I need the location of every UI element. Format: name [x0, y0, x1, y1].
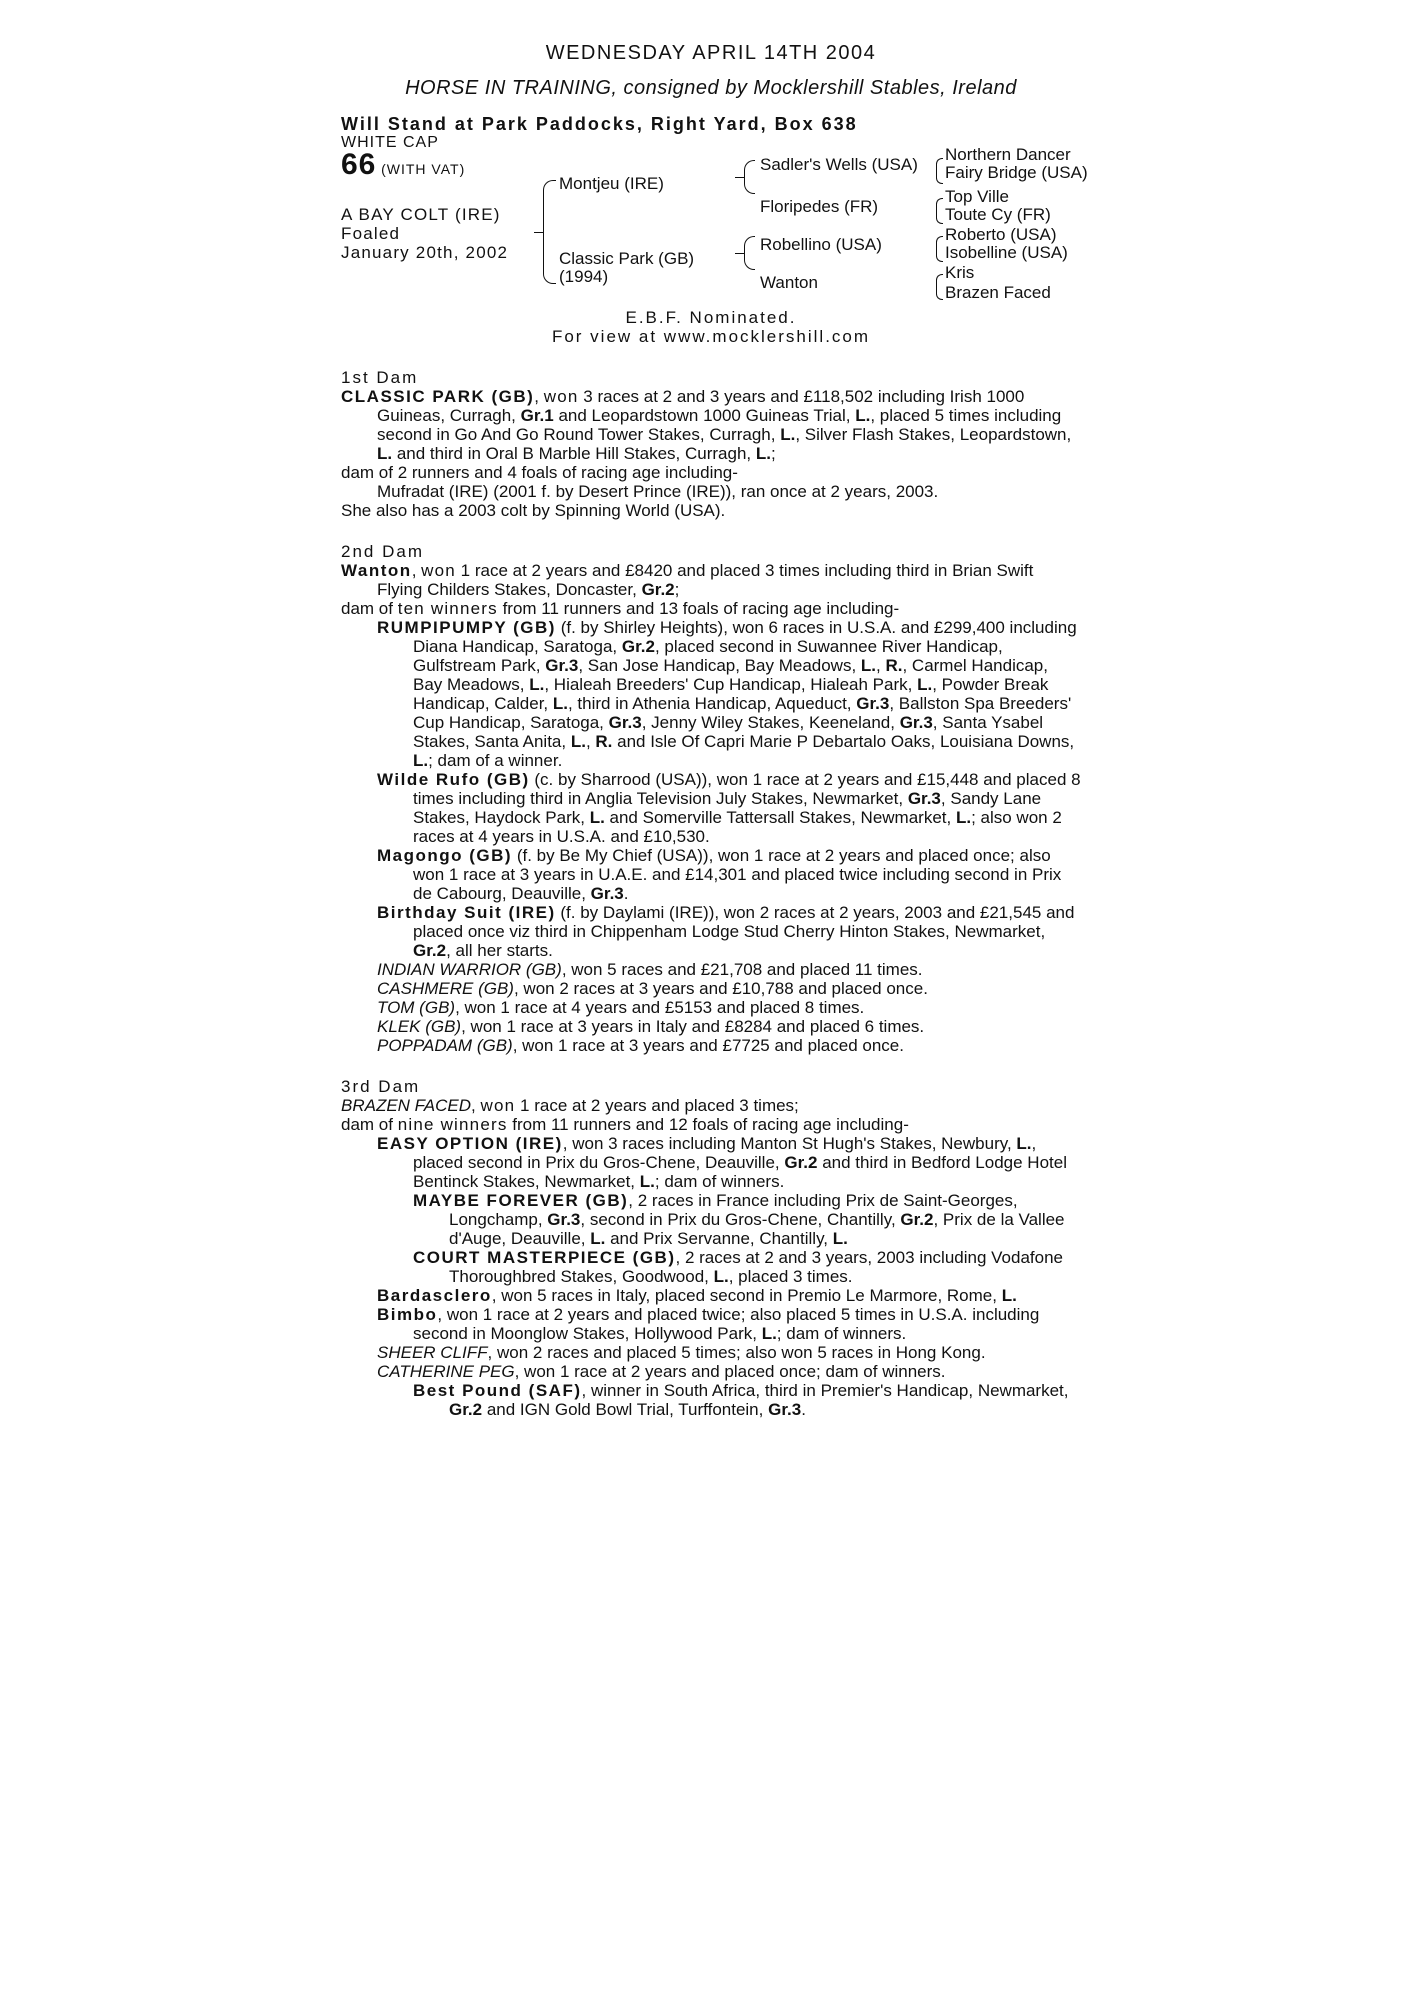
first-dam-heading: 1st Dam [341, 368, 419, 387]
first-dam-foal: Mufradat (IRE) (2001 f. by Desert Prince (IRE)), ran once at 2 years, 2003. [377, 482, 939, 501]
grand-progeny-entry: Best Pound (SAF), winner in South Africa, third in Premier's Handicap, Newmarket, Gr.2 and IGN Gold Bowl Trial, Turffontein, Gr.3. [413, 1381, 1069, 1419]
third-dam-record: BRAZEN FACED, won 1 race at 2 years and placed 3 times; [341, 1096, 799, 1115]
brace-ds [936, 236, 943, 262]
dam: Classic Park (GB) [559, 249, 695, 268]
foaled-date: January 20th, 2002 [341, 243, 509, 262]
pedigree-block [341, 145, 1088, 304]
brace-gen1 [543, 180, 556, 284]
progeny-entry: CASHMERE (GB), won 2 races at 3 years and £10,788 and placed once. [377, 979, 928, 998]
progeny-entry: Birthday Suit (IRE) (f. by Daylami (IRE)), won 2 races at 2 years, 2003 and £21,545 and placed once viz third in Chippenham Lodge Stud Cherry Hinton Stakes, Newmarket, Gr.2, all her starts. [377, 903, 1075, 960]
progeny-entry: Wilde Rufo (GB) (c. by Sharrood (USA)), won 1 race at 2 years and £15,448 and placed 8 times including third in Anglia Television July Stakes, Newmarket, Gr.3, Sandy Lane Stakes, Haydock Park, L. and Somerville Tattersall Stakes, Newmarket, L.; also won 2 races at 4 years in U.S.A. and £10,530. [377, 770, 1081, 846]
progeny-entry: RUMPIPUMPY (GB) (f. by Shirley Heights), won 6 races in U.S.A. and £299,400 including Diana Handicap, Saratoga, Gr.2, placed second in Suwannee River Handicap, Gulfstream Park, Gr.3, San Jose Handicap, Bay Meadows, L., R., Carmel Handicap, Bay Meadows, L., Hialeah Breeders' Cup Handicap, Hialeah Park, L., Powder Break Handicap, Calder, L., third in Athenia Handicap, Aqueduct, Gr.3, Ballston Spa Breeders' Cup Handicap, Saratoga, Gr.3, Jenny Wiley Stakes, Keeneland, Gr.3, Santa Ysabel Stakes, Santa Anita, L., R. and Isle Of Capri Marie P Debartalo Oaks, Louisiana Downs, L.; dam of a winner. [377, 618, 1077, 770]
first-dam-record: CLASSIC PARK (GB), won 3 races at 2 and 3 years and £118,502 including Irish 1000 Guineas, Curragh, Gr.1 and Leopardstown 1000 Guineas Trial, L., placed 5 times including second in Go And Go Round Tower Stakes, Curragh, L., Silver Flash Stakes, Leopardstown, L. and third in Oral B Marble Hill Stakes, Curragh, L.; [341, 387, 1072, 463]
grand-progeny-entry: COURT MASTERPIECE (GB), 2 races at 2 and 3 years, 2003 including Vodafone Thoroughbred Stakes, Goodwood, L., placed 3 times. [413, 1248, 1063, 1286]
dam-name: CLASSIC PARK (GB) [341, 387, 535, 406]
second-dam-heading: 2nd Dam [341, 542, 424, 561]
progeny-entry: KLEK (GB), won 1 race at 3 years in Italy and £8284 and placed 6 times. [377, 1017, 925, 1036]
first-dam-also: She also has a 2003 colt by Spinning World (USA). [341, 501, 726, 520]
dam-dam-sire: Kris [945, 263, 975, 282]
progeny-entry: EASY OPTION (IRE), won 3 races including Manton St Hugh's Stakes, Newbury, L., placed second in Prix du Gros-Chene, Deauville, Gr.2 and third in Bedford Lodge Hotel Bentinck Stakes, Newmarket, L.; dam of winners. [377, 1134, 1067, 1191]
brace-dam [744, 236, 755, 270]
progeny-entry: Magongo (GB) (f. by Be My Chief (USA)), won 1 race at 2 years and placed once; also won 1 race at 3 years in U.A.E. and £14,301 and placed twice including second in Prix de Cabourg, Deauville, Gr.3. [377, 846, 1062, 903]
stand-location: Will Stand at Park Paddocks, Right Yard, Box 638 [341, 114, 858, 134]
dam-sire: Robellino (USA) [760, 235, 882, 254]
progeny-entry: INDIAN WARRIOR (GB), won 5 races and £21,708 and placed 11 times. [377, 960, 923, 979]
lot-number: 66 [341, 148, 377, 181]
sire-dam: Floripedes (FR) [760, 197, 879, 216]
catalogue-page [341, 40, 1088, 1419]
third-dam-heading: 3rd Dam [341, 1077, 421, 1096]
lot-number-line [341, 148, 466, 181]
progeny-entry: Bimbo, won 1 race at 2 years and placed twice; also placed 5 times in U.S.A. including second in Moonglow Stakes, Hollywood Park, L.; dam of winners. [377, 1305, 1040, 1343]
brace-ss [936, 158, 943, 184]
dam-dam: Wanton [760, 273, 818, 292]
dam-sire-sire: Roberto (USA) [945, 225, 1057, 244]
consignment-line: HORSE IN TRAINING, consigned by Mocklershill Stables, Ireland [405, 77, 1017, 99]
second-dam-record: Wanton, won 1 race at 2 years and £8420 and placed 3 times including third in Brian Swift Flying Childers Stakes, Doncaster, Gr.2; [341, 561, 1034, 599]
view-note: For view at www.mocklershill.com [551, 327, 871, 346]
progeny-entry: CATHERINE PEG, won 1 race at 2 years and placed once; dam of winners. [377, 1362, 946, 1381]
won-word: won [543, 387, 579, 406]
sire: Montjeu (IRE) [559, 174, 664, 193]
brace-dd [936, 274, 943, 300]
progeny-entry: POPPADAM (GB), won 1 race at 3 years and £7725 and placed once. [377, 1036, 904, 1055]
dam-sire-dam: Isobelline (USA) [945, 243, 1068, 262]
third-dam-produce: dam of nine winners from 11 runners and 12 foals of racing age including- [341, 1115, 909, 1134]
ebf-note: E.B.F. Nominated. [625, 308, 797, 327]
second-dam-produce: dam of ten winners from 11 runners and 13 foals of racing age including- [341, 599, 900, 618]
grand-progeny-entry: MAYBE FOREVER (GB), 2 races in France including Prix de Saint-Georges, Longchamp, Gr.3, second in Prix du Gros-Chene, Chantilly, Gr.2, Prix de la Vallee d'Auge, Deauville, L. and Prix Servanne, Chantilly, L. [413, 1191, 1065, 1248]
brace-sd [936, 198, 943, 224]
foaled-label: Foaled [341, 224, 401, 243]
sire-sire: Sadler's Wells (USA) [760, 155, 918, 174]
sire-sire-dam: Fairy Bridge (USA) [945, 163, 1088, 182]
sale-date: WEDNESDAY APRIL 14TH 2004 [545, 42, 877, 64]
cap-colour: WHITE CAP [341, 134, 439, 151]
dam-year: (1994) [559, 267, 609, 286]
first-dam-produce: dam of 2 runners and 4 foals of racing age including- [341, 463, 738, 482]
sire-sire-sire: Northern Dancer [945, 145, 1071, 164]
sire-dam-sire: Top Ville [945, 187, 1009, 206]
progeny-entry: Bardasclero, won 5 races in Italy, placed second in Premio Le Marmore, Rome, L. [377, 1286, 1017, 1305]
dam-dam-dam: Brazen Faced [945, 283, 1051, 302]
sire-dam-dam: Toute Cy (FR) [945, 205, 1051, 224]
horse-description: A BAY COLT (IRE) [341, 205, 501, 224]
progeny-entry: TOM (GB), won 1 race at 4 years and £5153 and placed 8 times. [377, 998, 865, 1017]
vat-note: (WITH VAT) [381, 161, 466, 177]
progeny-entry: SHEER CLIFF, won 2 races and placed 5 times; also won 5 races in Hong Kong. [377, 1343, 986, 1362]
brace-sire [744, 160, 755, 194]
